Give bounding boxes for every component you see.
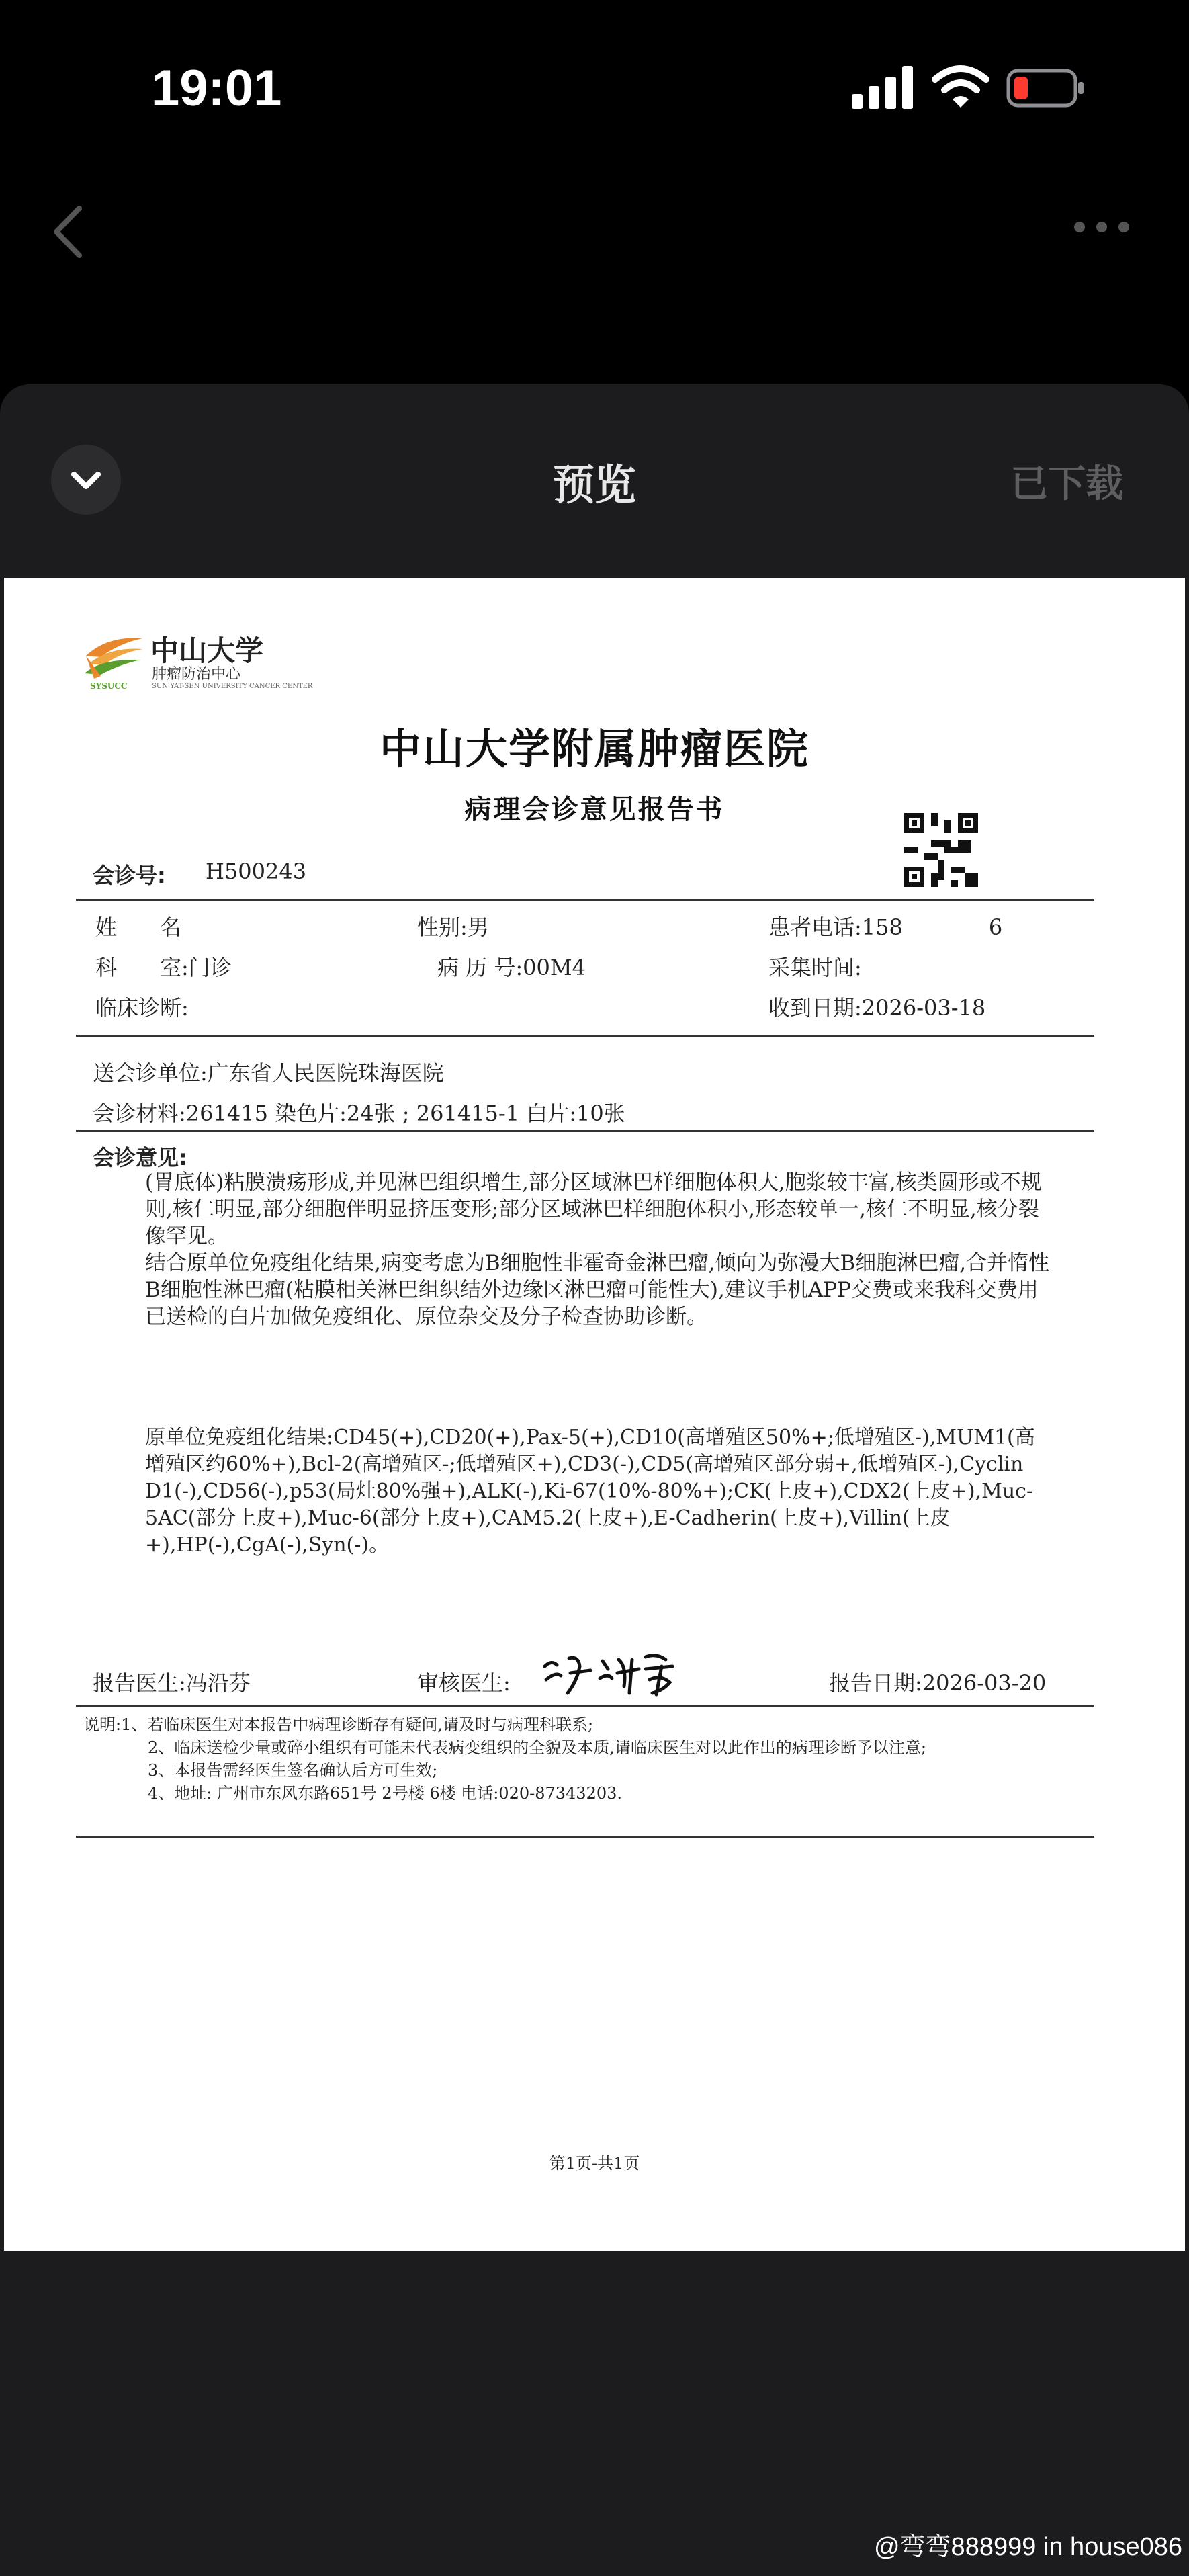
status-time: 19:01 xyxy=(151,60,282,117)
patient-dept: 科 室:门诊 xyxy=(95,955,232,980)
hospital-name: 中山大学附属肿瘤医院 xyxy=(379,724,809,773)
report-date: 报告日期:2026-03-20 xyxy=(829,1670,1047,1696)
downloaded-label: 已下载 xyxy=(1010,462,1123,506)
consult-number: H500243 xyxy=(206,859,307,884)
back-chevron-icon[interactable] xyxy=(47,202,87,262)
doctor-signature-icon xyxy=(538,1646,686,1700)
opinion-paragraph: 结合原单位免疫组化结果,病变考虑为B细胞性非霍奇金淋巴瘤,倾向为弥漫大B细胞淋巴瘤,合并惰性B细胞性淋巴瘤(粘膜相关淋巴组织结外边缘区淋巴瘤可能性大),建议手机APP交费或来我科交费用已送检的白片加做免疫组化、原位杂交及分子检查协助诊断。 xyxy=(145,1251,1050,1329)
report-doctor: 报告医生:冯沿芬 xyxy=(93,1670,251,1696)
patient-gender: 性别:男 xyxy=(417,914,489,940)
logo-english: SUN YAT-SEN UNIVERSITY CANCER CENTER xyxy=(152,683,313,690)
opinion-text xyxy=(145,1169,1052,1330)
record-number: 病 历 号:00M4 xyxy=(437,955,586,980)
wifi-icon xyxy=(932,65,989,109)
divider xyxy=(76,1130,1094,1132)
ihc-result: 原单位免疫组化结果:CD45(+),CD20(+),Pax-5(+),CD10(高增殖区50%+;低增殖区-),MUM1(高增殖区约60%+),Bcl-2(高增殖区-;低增殖区+),CD3(-),CD5(高增殖区部分弱+,低增殖区-),Cyclin D1(-),CD56(-),p53(局灶80%强+),ALK(-),Ki-67(10%-80%+);CK(上皮+),CDX2(上皮+),Muc-5AC(部分上皮+),Muc-6(部分上皮+),CAM5.2(上皮+),E-Cadherin(上皮+),Villin(上皮+),HP(-),CgA(-),Syn(-)。 xyxy=(145,1426,1035,1557)
logo-subtitle: 肿瘤防治中心 xyxy=(152,666,241,683)
divider xyxy=(76,1035,1094,1037)
logo-abbr: SYSUCC xyxy=(90,681,128,691)
collect-time: 采集时间: xyxy=(768,955,862,980)
note-item: 3、本报告需经医生签名确认后方可生效; xyxy=(148,1761,438,1780)
cellular-signal-icon xyxy=(852,66,914,109)
note-item: 4、地址: 广州市东风东路651号 2号楼 6楼 电话:020-87343203. xyxy=(148,1784,623,1803)
more-options-icon[interactable] xyxy=(1071,214,1132,241)
sheet-title: 预览 xyxy=(552,460,636,509)
patient-name: 姓 名 xyxy=(95,914,182,940)
opinion-paragraph: (胃底体)粘膜溃疡形成,并见淋巴组织增生,部分区域淋巴样细胞体积大,胞浆较丰富,核类圆形或不规则,核仁明显,部分细胞伴明显挤压变形;部分区域淋巴样细胞体积小,形态较单一,核仁不明显,核分裂像罕见。 xyxy=(145,1170,1042,1248)
consult-number-label: 会诊号: xyxy=(93,863,166,888)
opinion-label: 会诊意见: xyxy=(93,1145,187,1170)
consult-materials: 会诊材料:261415 染色片:24张 ; 261415-1 白片:10张 xyxy=(93,1101,625,1126)
divider xyxy=(76,1836,1094,1838)
watermark: @弯弯888999 in house086 xyxy=(873,2533,1182,2561)
logo-name: 中山大学 xyxy=(150,634,264,667)
report-notes xyxy=(83,1713,1158,1805)
document-page xyxy=(4,578,1185,2251)
battery-low-icon xyxy=(1006,69,1086,108)
page-number: 第1页-共1页 xyxy=(549,2154,640,2173)
divider xyxy=(76,1705,1094,1707)
status-bar xyxy=(0,0,1189,155)
divider xyxy=(76,899,1094,901)
note-item: 说明:1、若临床医生对本报告中病理诊断存有疑问,请及时与病理科联系; xyxy=(83,1715,594,1734)
clinical-diagnosis: 临床诊断: xyxy=(95,995,189,1021)
qr-code-icon xyxy=(904,813,978,887)
note-item: 2、临床送检少量或碎小组织有可能未代表病变组织的全貌及本质,请临床医生对以此作出的病理诊断予以注意; xyxy=(148,1738,926,1757)
review-doctor-label: 审核医生: xyxy=(417,1670,511,1696)
sysucc-logo-icon xyxy=(81,629,148,683)
report-title: 病理会诊意见报告书 xyxy=(464,794,725,825)
send-unit: 送会诊单位:广东省人民医院珠海医院 xyxy=(93,1060,444,1086)
hospital-logo xyxy=(81,629,313,703)
patient-phone: 患者电话:158 6 xyxy=(768,914,1003,940)
sheet-header xyxy=(0,384,1189,576)
receive-date: 收到日期:2026-03-18 xyxy=(768,995,986,1021)
